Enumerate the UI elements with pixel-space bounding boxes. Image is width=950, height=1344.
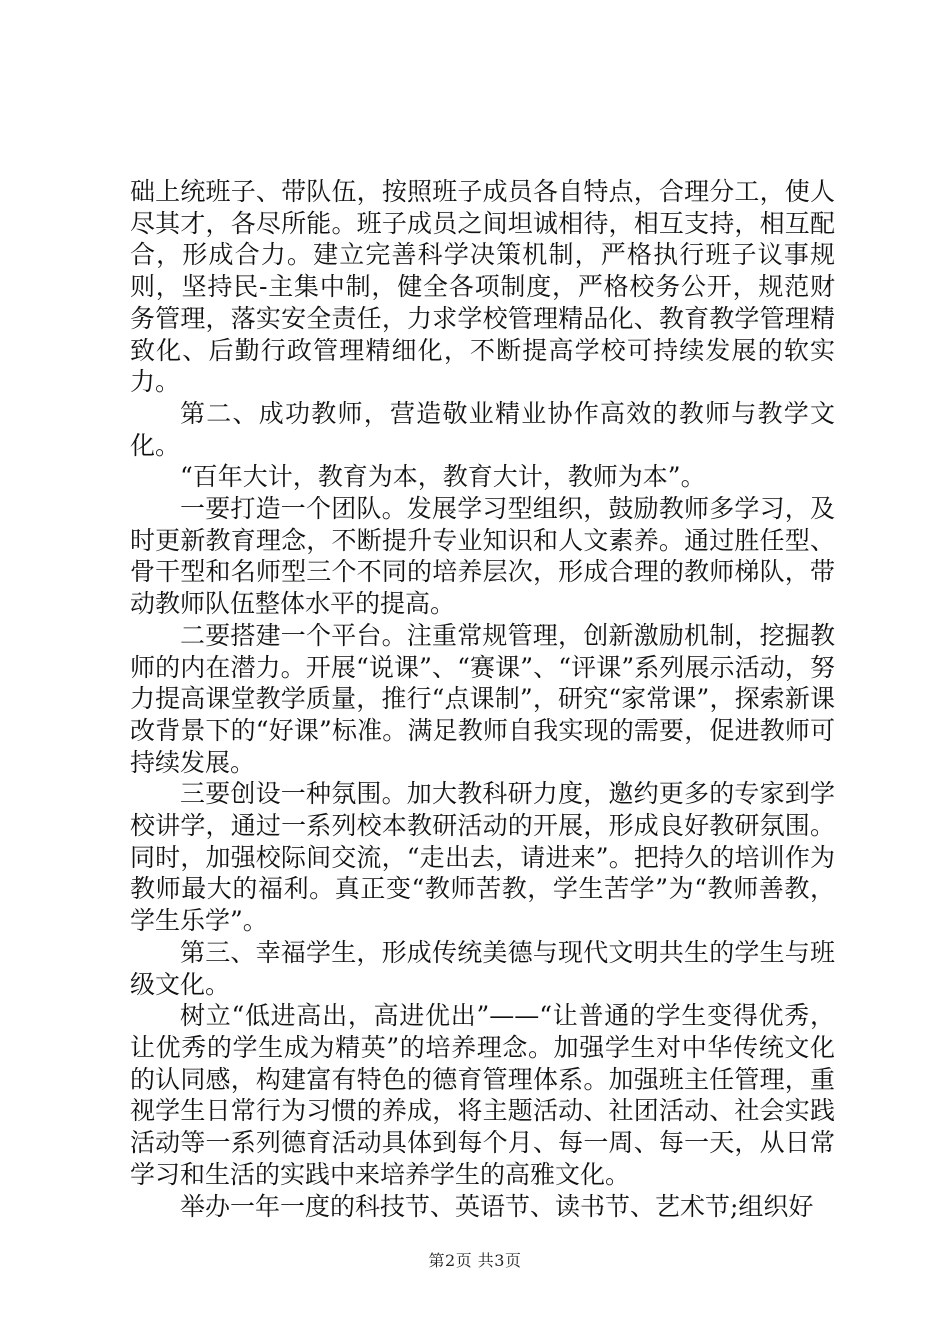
document-body <box>130 176 835 1222</box>
paragraph-8: 树立“低进高出，高进优出”——“让普通的学生变得优秀，让优秀的学生成为精英”的培养理念。加强学生对中华传统文化的认同感，构建富有特色的德育管理体系。加强班主任管理，重视学生日常行为习惯的养成，将主题活动、社团活动、社会实践活动等一系列德育活动具体到每个月、每一周、每一天，从日常学习和生活的实践中来培养学生的高雅文化。 <box>130 1001 835 1189</box>
paragraph-2: 第二、成功教师，营造敬业精业协作高效的教师与教学文化。 <box>130 398 835 460</box>
paragraph-3: “百年大计，教育为本，教育大计，教师为本”。 <box>180 462 706 492</box>
paragraph-4: 一要打造一个团队。发展学习型组织，鼓励教师多学习，及时更新教育理念，不断提升专业知识和人文素养。通过胜任型、骨干型和名师型三个不同的培养层次，形成合理的教师梯队，带动教师队伍整体水平的提高。 <box>130 494 835 619</box>
paragraph-6: 三要创设一种氛围。加大教科研力度，邀约更多的专家到学校讲学，通过一系列校本教研活动的开展，形成良好教研氛围。同时，加强校际间交流，“走出去，请进来”。把持久的培训作为教师最大的福利。真正变“教师苦教，学生苦学”为“教师善教，学生乐学”。 <box>130 779 835 936</box>
page-number-footer: 第2页 共3页 <box>428 1251 522 1270</box>
paragraph-9: 举办一年一度的科技节、英语节、读书节、艺术节;组织好 <box>180 1191 814 1221</box>
paragraph-7: 第三、幸福学生，形成传统美德与现代文明共生的学生与班级文化。 <box>130 937 835 999</box>
paragraph-1: 础上统班子、带队伍，按照班子成员各自特点，合理分工，使人尽其才，各尽所能。班子成员之间坦诚相待，相互支持，相互配合，形成合力。建立完善科学决策机制，严格执行班子议事规则，坚持民-主集中制，健全各项制度，严格校务公开，规范财务管理，落实安全责任，力求学校管理精品化、教育教学管理精致化、后勤行政管理精细化，不断提高学校可持续发展的软实力。 <box>130 177 835 397</box>
paragraph-5: 二要搭建一个平台。注重常规管理，创新激励机制，挖掘教师的内在潜力。开展“说课”、“赛课”、“评课”系列展示活动，努力提高课堂教学质量，推行“点课制”，研究“家常课”，探索新课改背景下的“好课”标准。满足教师自我实现的需要，促进教师可持续发展。 <box>130 620 835 777</box>
